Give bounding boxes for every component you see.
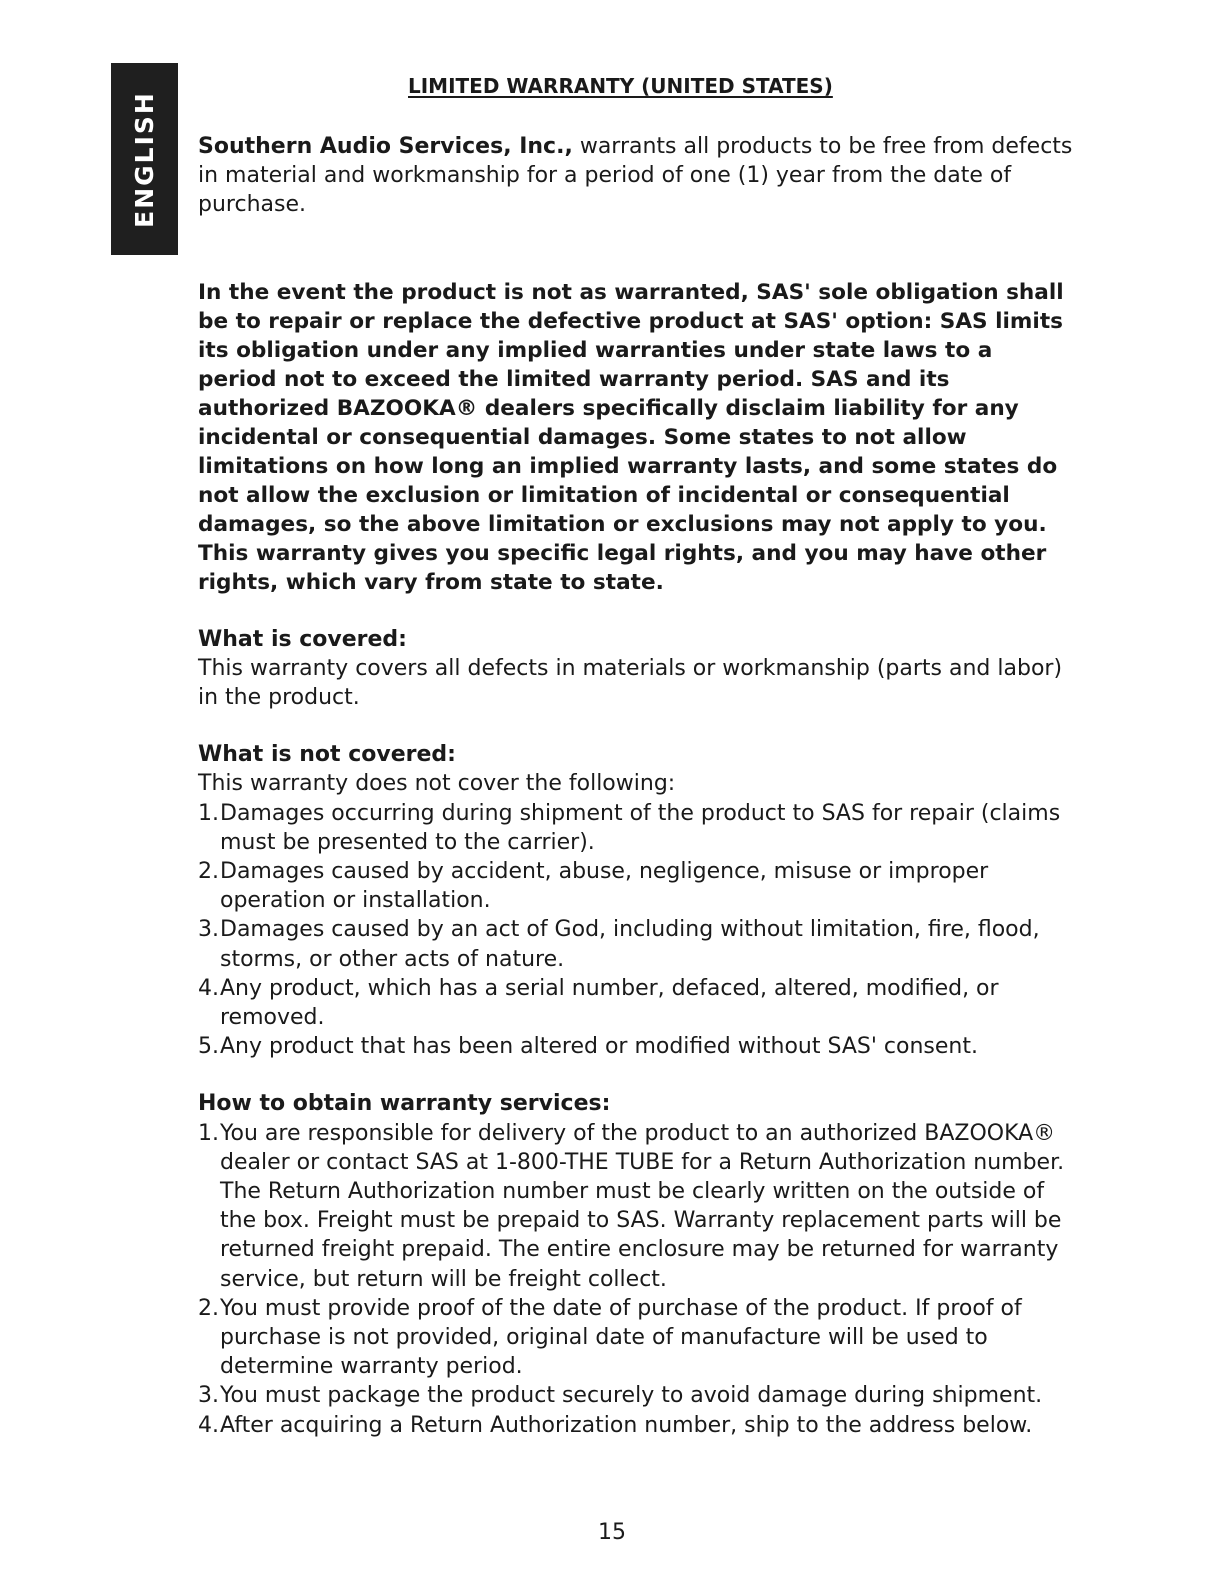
- page-number: 15: [598, 1520, 626, 1545]
- list-item: [198, 915, 1078, 973]
- list-item: [198, 1119, 1078, 1294]
- language-tab: [111, 63, 178, 255]
- list-item-number: 1.: [198, 800, 219, 826]
- list-item-number: 4.: [198, 975, 219, 1001]
- list-item: [198, 974, 1078, 1032]
- list-item-text: You must package the product securely to avoid damage during shipment.: [220, 1383, 1043, 1409]
- list-item-text: Any product, which has a serial number, defaced, altered, modified, or removed.: [220, 975, 999, 1031]
- list-item-number: 2.: [198, 859, 219, 885]
- list-item-text: After acquiring a Return Authorization number, ship to the address below.: [220, 1412, 1033, 1438]
- not-covered-section: [198, 740, 1078, 1061]
- list-item-number: 3.: [198, 1383, 219, 1409]
- covered-section: [198, 625, 1078, 713]
- covered-body: This warranty covers all defects in materials or workmanship (parts and labor) in the product.: [198, 655, 1063, 711]
- intro-text: warrants all products to be free from defects in material and workmanship for a period of one (1) year from the date of purchase.: [198, 134, 1073, 218]
- list-item: [198, 1381, 1078, 1410]
- list-item-number: 4.: [198, 1412, 219, 1438]
- list-item-number: 1.: [198, 1120, 219, 1146]
- not-covered-body: This warranty does not cover the following:: [198, 771, 676, 797]
- list-item-text: Damages caused by accident, abuse, negligence, misuse or improper operation or installation.: [220, 859, 989, 914]
- list-item: [198, 1032, 1078, 1061]
- covered-heading: What is covered:: [198, 626, 407, 652]
- company-name: Southern Audio Services, Inc.,: [198, 134, 573, 159]
- list-item: [198, 857, 1078, 915]
- list-item-text: You must provide proof of the date of purchase of the product. If proof of purchase is not provided, original date of manufacture will be used to determine warranty period.: [220, 1295, 1022, 1380]
- language-tab-label: ENGLISH: [130, 90, 159, 228]
- not-covered-heading: What is not covered:: [198, 742, 456, 768]
- list-item: [198, 799, 1078, 857]
- list-item-number: 3.: [198, 917, 219, 943]
- obtain-list: [198, 1119, 1078, 1440]
- list-item: [198, 1294, 1078, 1382]
- obtain-heading: How to obtain warranty services:: [198, 1091, 611, 1117]
- list-item-text: Damages occurring during shipment of the product to SAS for repair (claims must be presented to the carrier).: [220, 800, 1061, 855]
- intro-paragraph: [198, 132, 1078, 220]
- list-item-number: 5.: [198, 1034, 219, 1060]
- list-item-text: Damages caused by an act of God, including without limitation, fire, flood, storms, or other acts of nature.: [220, 917, 1040, 972]
- not-covered-list: [198, 799, 1078, 1062]
- obtain-section: [198, 1089, 1078, 1439]
- obligation-paragraph: In the event the product is not as warranted, SAS' sole obligation shall be to repair or replace the defective product at SAS' option: SAS limits its obligation under any implied warranties under state laws to a period not to exceed the limited warranty period. SAS and its authorized BAZOOKA® dealers specifically disclaim liability for any incidental or consequential damages. Some states to not allow limitations on how long an implied warranty lasts, and some states do not allow the exclusion or limitation of incidental or consequential damages, so the above limitation or exclusions may not apply to you. This warranty gives you specific legal rights, and you may have other rights, which vary from state to state.: [198, 279, 1064, 595]
- list-item: [198, 1411, 1078, 1440]
- list-item-number: 2.: [198, 1295, 219, 1321]
- list-item-text: You are responsible for delivery of the product to an authorized BAZOOKA® dealer or contact SAS at 1-800-THE TUBE for a Return Authorization number. The Return Authorization number must be clearly written on the outside of the box. Freight must be prepaid to SAS. Warranty replacement parts will be returned freight prepaid. The entire enclosure may be returned for warranty service, but return will be freight collect.: [220, 1120, 1065, 1292]
- list-item-text: Any product that has been altered or modified without SAS' consent.: [220, 1034, 978, 1060]
- warranty-content: [198, 132, 1078, 1440]
- page-title: LIMITED WARRANTY (UNITED STATES): [408, 74, 833, 98]
